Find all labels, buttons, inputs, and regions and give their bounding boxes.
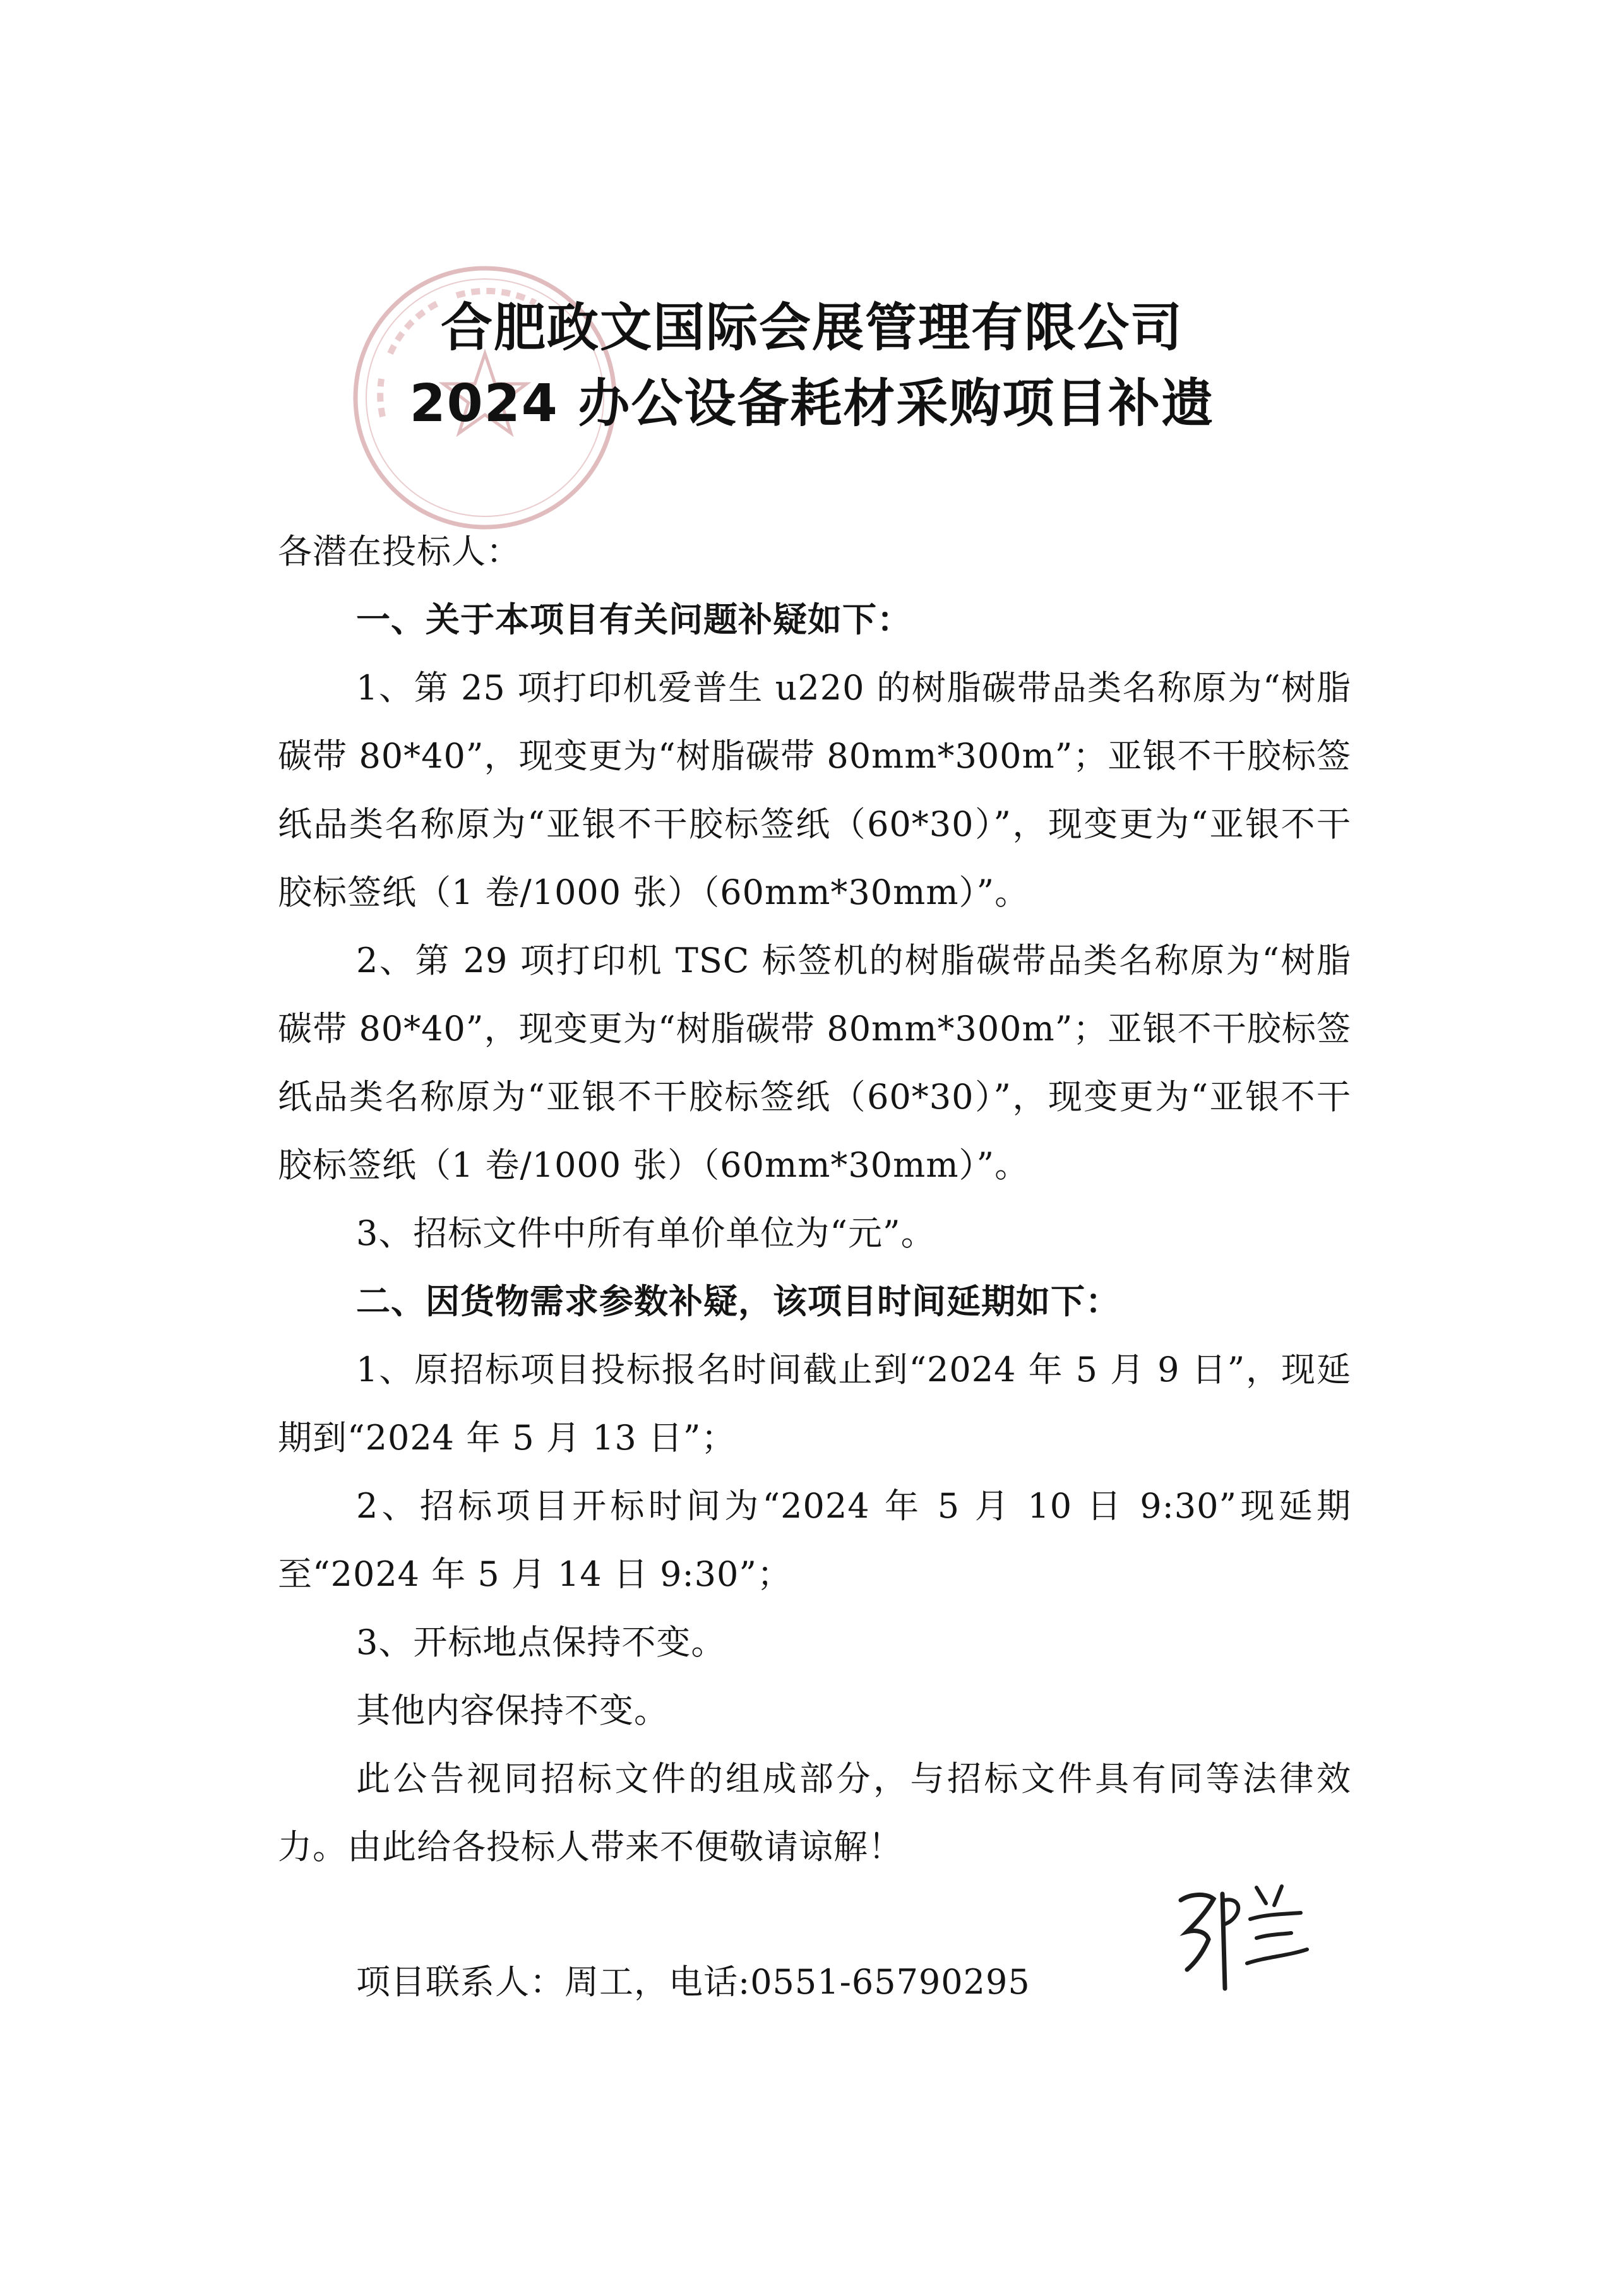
section-1-heading: 一、关于本项目有关问题补疑如下： (356, 600, 912, 639)
section-1-item-2: 2、第 29 项打印机 TSC 标签机的树脂碳带品类名称原为“树脂碳带 80*40”，现变更为“树脂碳带 80mm*300m”；亚银不干胶标签纸品类名称原为“亚银不干胶标签纸（60*30）”，现变更为“亚银不干胶标签纸（1 卷/1000 张）（60mm*30mm）”。 (278, 941, 1351, 1185)
section-1-item-1: 1、第 25 项打印机爱普生 u220 的树脂碳带品类名称原为“树脂碳带 80*40”，现变更为“树脂碳带 80mm*300m”；亚银不干胶标签纸品类名称原为“亚银不干胶标签纸（60*30）”，现变更为“亚银不干胶标签纸（1 卷/1000 张）（60mm*30mm）”。 (278, 668, 1351, 912)
closing-note-1: 其他内容保持不变。 (356, 1691, 669, 1730)
closing-note-2: 此公告视同招标文件的组成部分，与招标文件具有同等法律效力。由此给各投标人带来不便敬请谅解！ (278, 1759, 1351, 1867)
section-2-item-2: 2、招标项目开标时间为“2024 年 5 月 10 日 9:30”现延期至“2024 年 5 月 14 日 9:30”； (278, 1486, 1351, 1594)
salutation: 各潜在投标人： (278, 532, 521, 571)
section-2-heading: 二、因货物需求参数补疑，该项目时间延期如下： (356, 1282, 1120, 1321)
handwritten-signature-icon (1162, 1869, 1313, 2001)
section-2-item-3: 3、开标地点保持不变。 (356, 1622, 726, 1662)
document-body (278, 518, 1351, 1881)
section-2-item-1: 1、原招标项目投标报名时间截止到“2024 年 5 月 9 日”，现延期到“2024 年 5 月 13 日”； (278, 1350, 1352, 1458)
section-1-item-3: 3、招标文件中所有单价单位为“元”。 (356, 1213, 936, 1253)
document-title-line-2: 2024 办公设备耗材采购项目补遗 (409, 374, 1215, 434)
document-title-line-1: 合肥政文国际会展管理有限公司 (440, 298, 1183, 358)
project-contact: 项目联系人：周工，电话:0551-65790295 (356, 1962, 1030, 2002)
